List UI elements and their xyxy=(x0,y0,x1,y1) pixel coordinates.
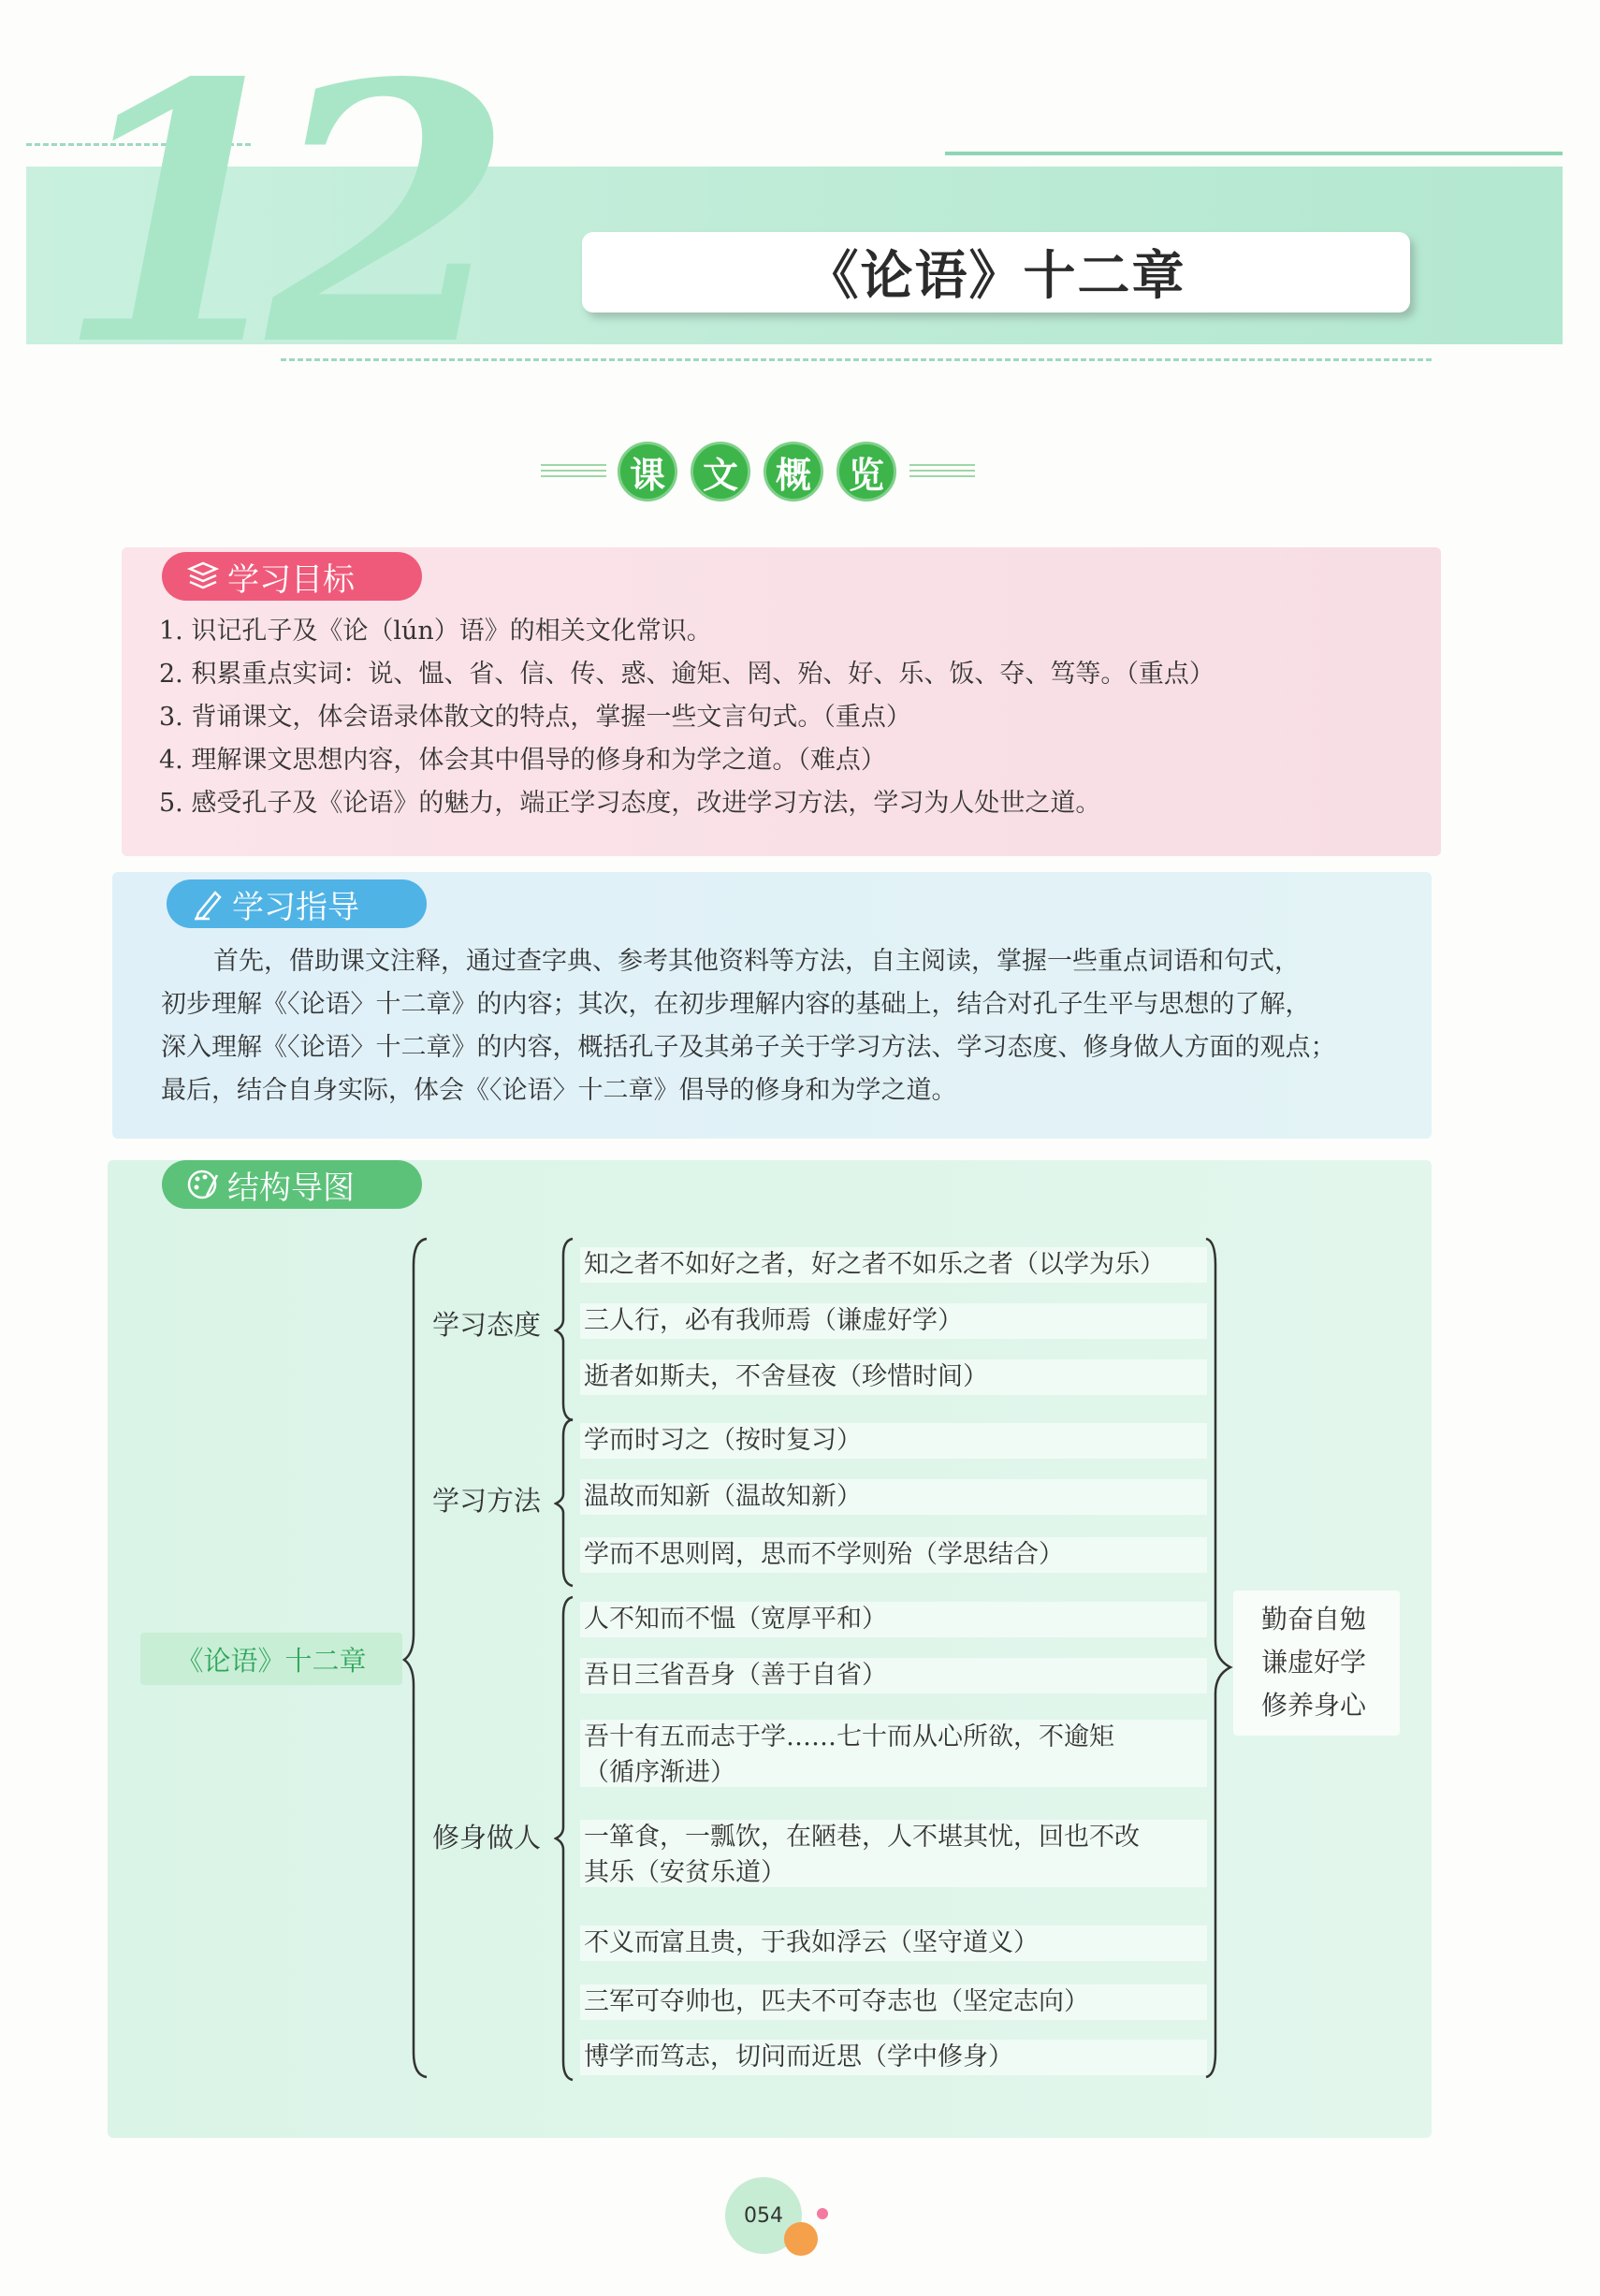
structure-badge xyxy=(162,1160,422,1209)
title-box xyxy=(582,232,1410,312)
category-label: 学习态度 xyxy=(432,1309,542,1341)
goal-item: 2. 积累重点实词：说、愠、省、信、传、惑、逾矩、罔、殆、好、乐、饭、夺、笃等。（重点） xyxy=(159,660,1215,689)
guide-badge xyxy=(167,879,427,928)
goal-item: 5. 感受孔子及《论语》的魅力，端正学习态度，改进学习方法，学习为人处世之道。 xyxy=(159,789,1101,818)
guide-text xyxy=(161,940,1401,1112)
map-item-line: （循序渐进） xyxy=(584,1758,735,1787)
category-brace xyxy=(554,1237,576,1422)
overview-char: 课 xyxy=(618,442,677,501)
books-icon xyxy=(186,559,220,593)
map-item: 知之者不如好之者，好之者不如乐之者（以学为乐） xyxy=(580,1247,1207,1283)
map-item: 吾日三省吾身（善于自省） xyxy=(580,1658,1207,1693)
palette-icon xyxy=(186,1168,220,1201)
goal-item: 3. 背诵课文，体会语录体散文的特点，掌握一些文言句式。（重点） xyxy=(159,703,911,732)
map-item xyxy=(580,1720,1207,1787)
goals-label: 学习目标 xyxy=(227,560,355,599)
overview-deco-right xyxy=(909,464,975,479)
page-dot-decoration xyxy=(784,2222,818,2256)
category-brace xyxy=(554,1417,576,1588)
chapter-number: 12 xyxy=(56,6,476,424)
map-item-line: 其乐（安贫乐道） xyxy=(584,1858,786,1887)
map-item: 博学而笃志，切问而近思（学中修身） xyxy=(580,2040,1207,2075)
category-label: 学习方法 xyxy=(432,1485,542,1517)
map-item: 三军可夺帅也，匹夫不可夺志也（坚定志向） xyxy=(580,1984,1207,2020)
page-number: 054 xyxy=(725,2177,802,2254)
overview-char: 文 xyxy=(691,442,750,501)
page-title: 《论语》十二章 xyxy=(806,245,1186,307)
map-item-line: 吾十有五而志于学……七十而从心所欲，不逾矩 xyxy=(584,1722,1114,1751)
category-label: 修身做人 xyxy=(432,1822,542,1853)
map-item: 人不知而不愠（宽厚平和） xyxy=(580,1602,1207,1637)
guide-line: 初步理解《〈论语〉十二章》的内容；其次，在初步理解内容的基础上，结合对孔子生平与思想的了解， xyxy=(161,990,1311,1019)
page-dot-decoration xyxy=(817,2208,828,2219)
pen-icon xyxy=(191,887,225,921)
overview-char: 概 xyxy=(764,442,823,501)
map-item xyxy=(580,1820,1207,1887)
banner-line xyxy=(945,152,1563,155)
guide-line: 最后，结合自身实际，体会《〈论语〉十二章》倡导的修身和为学之道。 xyxy=(161,1076,957,1105)
map-item: 不义而富且贵，于我如浮云（坚守道义） xyxy=(580,1925,1207,1961)
map-item: 温故而知新（温故知新） xyxy=(580,1479,1207,1515)
overview-char: 览 xyxy=(836,442,896,501)
goals-list xyxy=(159,610,1422,825)
map-root: 《论语》十二章 xyxy=(140,1633,402,1685)
root-brace xyxy=(402,1237,430,2079)
guide-line: 首先，借助课文注释，通过查字典、参考其他资料等方法，自主阅读，掌握一些重点词语和句式， xyxy=(213,947,1300,976)
summary-brace xyxy=(1202,1237,1234,2079)
overview-deco-left xyxy=(541,464,606,479)
summary-item: 修养身心 xyxy=(1261,1690,1367,1721)
summary-item: 勤奋自勉 xyxy=(1261,1604,1367,1635)
summary-item: 谦虚好学 xyxy=(1261,1647,1367,1678)
goal-item: 4. 理解课文思想内容，体会其中倡导的修身和为学之道。（难点） xyxy=(159,746,886,775)
map-item: 三人行，必有我师焉（谦虚好学） xyxy=(580,1303,1207,1339)
map-item-line: 一箪食，一瓢饮，在陋巷，人不堪其忧，回也不改 xyxy=(584,1823,1140,1852)
summary-box xyxy=(1233,1591,1400,1736)
structure-label: 结构导图 xyxy=(227,1169,355,1207)
map-item: 学而不思则罔，思而不学则殆（学思结合） xyxy=(580,1537,1207,1573)
map-item: 逝者如斯夫，不舍昼夜（珍惜时间） xyxy=(580,1359,1207,1395)
category-brace xyxy=(554,1595,576,2082)
guide-line: 深入理解《〈论语〉十二章》的内容，概括孔子及其弟子关于学习方法、学习态度、修身做人方面的观点； xyxy=(161,1033,1336,1062)
guide-label: 学习指导 xyxy=(232,888,359,926)
overview-heading xyxy=(618,442,896,501)
map-item: 学而时习之（按时复习） xyxy=(580,1423,1207,1459)
goal-item: 1. 识记孔子及《论（lún）语》的相关文化常识。 xyxy=(159,617,712,646)
goals-badge xyxy=(162,552,422,601)
